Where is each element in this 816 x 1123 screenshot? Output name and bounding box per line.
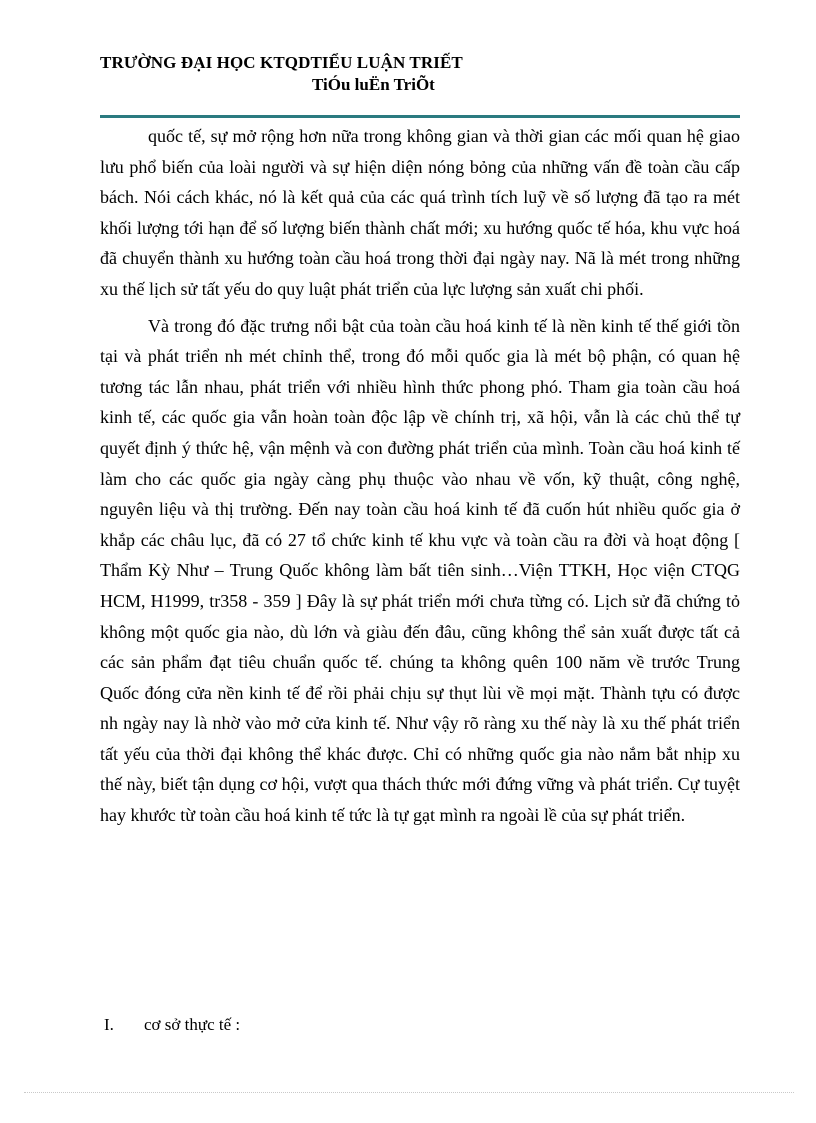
section-heading xyxy=(104,1014,240,1036)
header-subtitle: TiÓu luËn TriÕt xyxy=(312,75,435,94)
section-title: cơ sở thực tế : xyxy=(144,1015,241,1034)
page-header xyxy=(100,52,740,96)
paragraph-2: Và trong đó đặc trưng nổi bật của toàn cầu hoá kinh tế là nền kinh tế thế giới tồn tại và phát triển nh mét chỉnh thể, trong đó mỗi quốc gia là mét bộ phận, có quan hệ tương tác lẫn nhau, phát triển với nhiều hình thức phong phó. Tham gia toàn cầu hoá kinh tế, các quốc gia vẫn hoàn toàn độc lập về chính trị, xã hội, vẫn là các chủ thể tự quyết định ý thức hệ, vận mệnh và con đường phát triển của mình. Toàn cầu hoá kinh tế làm cho các quốc gia ngày càng phụ thuộc vào nhau về vốn, kỹ thuật, công nghệ, nguyên liệu và thị trường. Đến nay toàn cầu hoá kinh tế đã cuốn hút nhiều quốc gia ở khắp các châu lục, đã có 27 tổ chức kinh tế khu vực và toàn cầu ra đời và hoạt động [ Thẩm Kỳ Như – Trung Quốc không làm bất tiên sinh…Viện TTKH, Học viện CTQG HCM, H1999, tr358 - 359 ] Đây là sự phát triển mới chưa từng có. Lịch sử đã chứng tỏ không một quốc gia nào, dù lớn và giàu đến đâu, cũng không thể sản xuất được tất cả các sản phẩm đạt tiêu chuẩn quốc tế. chúng ta không quên 100 năm về trước Trung Quốc đóng cửa nền kinh tế để rồi phải chịu sự thụt lùi về mọi mặt. Thành tựu có được nh ngày nay là nhờ vào mở cửa kinh tế. Như vậy rõ ràng xu thế này là xu thế phát triển tất yếu của thời đại không thể khác được. Chỉ có những quốc gia nào nắm bắt nhịp xu thế này, biết tận dụng cơ hội, vượt qua thách thức mới đứng vững và phát triển. Cự tuyệt hay khước từ toàn cầu hoá kinh tế tức là tự gạt mình ra ngoài lề của sự phát triển. xyxy=(100,315,740,826)
header-divider xyxy=(100,115,740,118)
header-title: TRƯỜNG ĐẠI HỌC KTQDTIỂU LUẬN TRIẾT xyxy=(100,53,463,72)
paragraph-1: quốc tế, sự mở rộng hơn nữa trong không gian và thời gian các mối quan hệ giao lưu phổ biến của loài người và sự hiện diện nóng bỏng của những vấn đề toàn cầu cấp bách. Nói cách khác, nó là kết quả của các quá trình tích luỹ về số lượng đã tạo ra mét khối lượng tới hạn để số lượng biến thành chất mới; xu hướng quốc tế hóa, khu vực hoá đã chuyển thành xu hướng toàn cầu hoá trong thời đại ngày nay. Nã là mét trong những xu thế lịch sử tất yếu do quy luật phát triển của lực lượng sản xuất chi phối. xyxy=(100,126,740,299)
document-body xyxy=(100,121,740,831)
section-number: I. xyxy=(104,1015,114,1034)
footer-divider xyxy=(24,1092,794,1093)
